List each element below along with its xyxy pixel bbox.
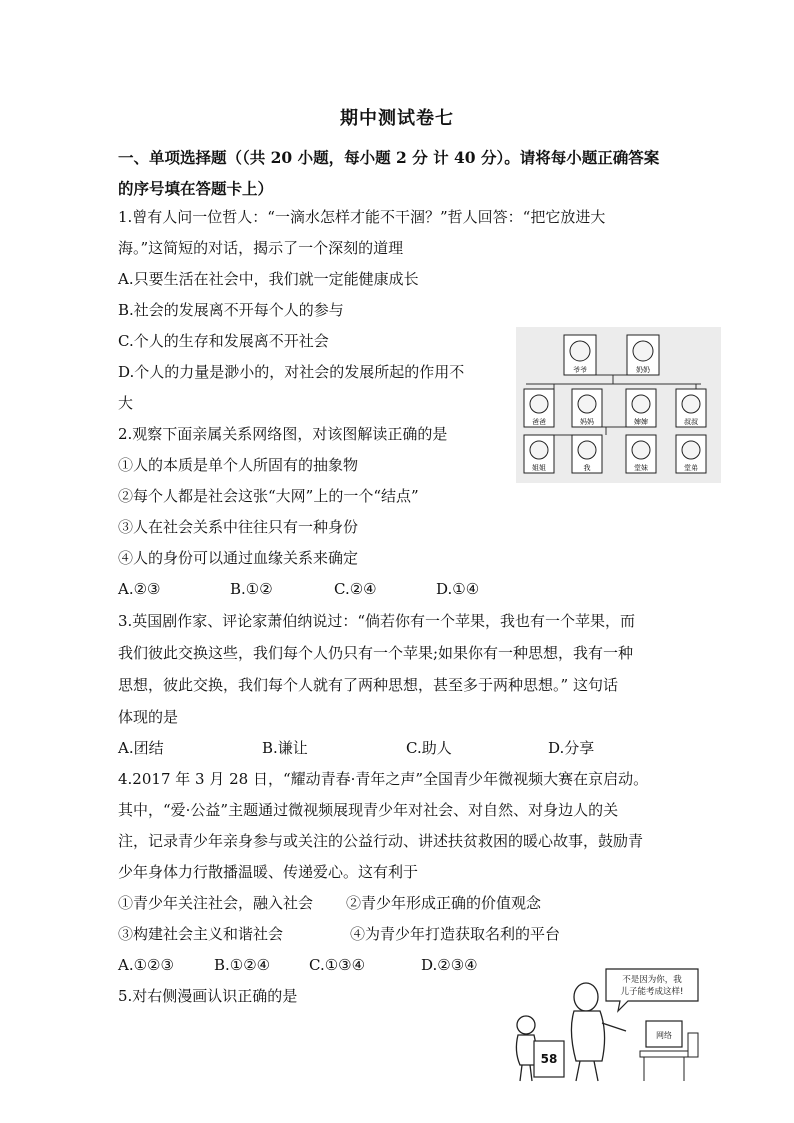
- test-score: 58: [540, 1052, 558, 1066]
- q5-stem: 5.对右侧漫画认识正确的是: [118, 987, 298, 1005]
- q2-statement-3: ③人在社会关系中往往只有一种身份: [118, 518, 359, 536]
- q1-stem-line2: 海。”这简短的对话，揭示了一个深刻的道理: [118, 239, 404, 257]
- label-dad: 爸爸: [532, 418, 546, 426]
- q4-option-b: B.①②④: [214, 956, 271, 974]
- family-network-figure: [516, 327, 721, 483]
- face-cousin-female: [626, 435, 656, 473]
- q3-options: [118, 738, 594, 758]
- q3-option-c: C.助人: [406, 739, 452, 757]
- q2-options: [118, 579, 479, 599]
- q1-option-d-line1: D.个人的力量是渺小的，对社会的发展所起的作用不: [118, 363, 465, 381]
- cartoon-figure: [506, 963, 702, 1083]
- q3-option-a: A.团结: [118, 739, 164, 757]
- label-cousin-male: 堂弟: [684, 464, 698, 472]
- q2-statement-4: ④人的身份可以通过血缘关系来确定: [118, 549, 359, 567]
- q4-statement-1: ①青少年关注社会，融入社会: [118, 894, 314, 912]
- face-cousin-male: [676, 435, 706, 473]
- label-cousin-female: 堂妹: [634, 464, 648, 472]
- q1-option-c: C.个人的生存和发展离不开社会: [118, 332, 329, 350]
- q4-stem-line1: 4.2017 年 3 月 28 日，“耀动青春·青年之声”全国青少年微视频大赛在京启动。: [118, 770, 649, 788]
- q3-stem-line1: 3.英国剧作家、评论家萧伯纳说过：“倘若你有一个苹果，我也有一个苹果，而: [118, 612, 635, 630]
- q2-option-b: B.①②: [230, 580, 273, 598]
- face-aunt: [626, 389, 656, 427]
- bubble-line2: 儿子能考成这样!: [620, 987, 684, 997]
- face-mom: [572, 389, 602, 427]
- q4-statement-2: ②青少年形成正确的价值观念: [346, 894, 542, 912]
- child-figure: [516, 1016, 536, 1081]
- face-me: [572, 435, 602, 473]
- section-heading: [118, 142, 698, 204]
- q4-option-d: D.②③④: [421, 956, 478, 974]
- q3-option-b: B.谦让: [262, 739, 308, 757]
- q4-stem-line3: 注，记录青少年亲身参与或关注的公益行动、讲述扶贫救困的暖心故事，鼓励青: [118, 832, 644, 850]
- label-uncle: 叔叔: [684, 418, 698, 426]
- q4-stem-line4: 少年身体力行散播温暖、传递爱心。这有利于: [118, 863, 419, 881]
- q2-option-d: D.①④: [436, 580, 480, 598]
- label-grandpa: 爷爷: [573, 366, 587, 374]
- q4-statement-3: ③构建社会主义和谐社会: [118, 925, 284, 943]
- q4-options: [118, 955, 478, 975]
- section-heading-line2: 的序号填在答题卡上）: [118, 179, 274, 198]
- face-grandpa: [564, 335, 596, 375]
- face-uncle: [676, 389, 706, 427]
- bubble-line1: 不是因为你，我: [622, 975, 682, 985]
- q2-option-a: A.②③: [118, 580, 161, 598]
- q3-stem-line3: 思想，彼此交换，我们每个人就有了两种思想，甚至多于两种思想。” 这句话: [118, 676, 618, 694]
- q4-stem-line2: 其中，“爱·公益”主题通过微视频展现青少年对社会、对自然、对身边人的关: [118, 801, 619, 819]
- computer: [640, 1021, 698, 1081]
- q4-option-a: A.①②③: [118, 956, 174, 974]
- q2-stem: 2.观察下面亲属关系网络图，对该图解读正确的是: [118, 425, 448, 443]
- computer-screen-label: 网络: [656, 1031, 672, 1040]
- face-sister: [524, 435, 554, 473]
- q1-option-d-line2: 大: [118, 394, 134, 412]
- page-title: 期中测试卷七: [340, 108, 454, 129]
- q3-stem-line4: 体现的是: [118, 708, 179, 726]
- label-mom: 妈妈: [580, 418, 594, 426]
- cartoon-drawing: [506, 963, 702, 1083]
- q2-statement-1: ①人的本质是单个人所固有的抽象物: [118, 456, 359, 474]
- label-me: 我: [583, 464, 591, 472]
- label-aunt: 婶婶: [634, 418, 648, 426]
- label-sister: 姐姐: [532, 464, 546, 472]
- q1-option-b: B.社会的发展离不开每个人的参与: [118, 301, 344, 319]
- section-heading-line1: 一、单项选择题（（共 20 小题，每小题 2 分 计 40 分）。请将每小题正确答案: [118, 148, 660, 167]
- q4-statements-row1: [118, 893, 541, 913]
- q1-stem-line1: 1.曾有人问一位哲人：“一滴水怎样才能不干涸？”哲人回答：“把它放进大: [118, 208, 606, 226]
- q2-statement-2: ②每个人都是社会这张“大网”上的一个“结点”: [118, 487, 419, 505]
- family-network-diagram: [516, 327, 721, 483]
- label-grandma: 奶奶: [636, 366, 650, 374]
- face-grandma: [627, 335, 659, 375]
- face-dad: [524, 389, 554, 427]
- q4-option-c: C.①③④: [309, 956, 366, 974]
- q3-option-d: D.分享: [548, 739, 595, 757]
- q4-statements-row2: [118, 924, 560, 944]
- q1-option-a: A.只要生活在社会中，我们就一定能健康成长: [118, 270, 419, 288]
- q4-statement-4: ④为青少年打造获取名利的平台: [350, 925, 561, 943]
- q2-option-c: C.②④: [334, 580, 377, 598]
- q3-stem-line2: 我们彼此交换这些，我们每个人仍只有一个苹果;如果你有一种思想，我有一种: [118, 644, 634, 662]
